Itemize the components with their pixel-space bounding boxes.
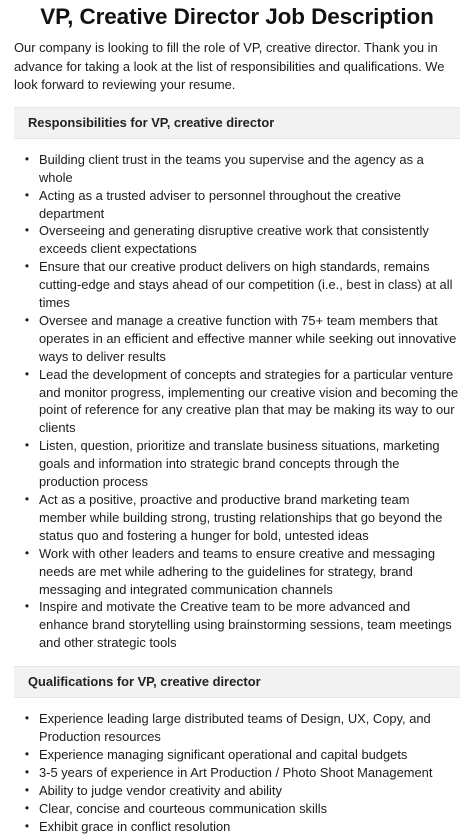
list-item-text: Ability to judge vendor creativity and ability — [39, 782, 282, 798]
responsibilities-list — [14, 151, 460, 652]
list-item — [14, 764, 460, 782]
qualifications-list — [14, 710, 460, 835]
list-item — [14, 491, 460, 545]
bullet-icon: • — [24, 746, 30, 761]
list-item — [14, 598, 460, 652]
bullet-icon: • — [24, 366, 30, 381]
list-item-text: Inspire and motivate the Creative team to be more advanced and enhance brand storytelling using brainstorming sessions, team meetings and other strategic tools — [39, 599, 452, 651]
bullet-icon: • — [24, 259, 30, 274]
list-item — [14, 312, 460, 366]
list-item-text: Clear, concise and courteous communication skills — [39, 800, 328, 816]
page-title: VP, Creative Director Job Description — [40, 4, 434, 29]
bullet-icon: • — [24, 151, 30, 166]
list-item — [14, 437, 460, 491]
list-item-text: Listen, question, prioritize and translate business situations, marketing goals and information into strategic brand concepts through the production process — [39, 438, 440, 490]
list-item — [14, 151, 460, 187]
bullet-icon: • — [24, 492, 30, 506]
list-item — [14, 710, 460, 746]
list-item-text: Work with other leaders and teams to ensure creative and messaging needs are met while adhering to the guidelines for strategy, brand messaging and integrated communication channels — [39, 545, 435, 597]
list-item — [14, 818, 460, 836]
bullet-icon: • — [24, 800, 30, 815]
list-item-text: Exhibit grace in conflict resolution — [39, 818, 231, 834]
list-item-text: Ensure that our creative product delivers on high standards, remains cutting-edge and stays ahead of our competition (i.e., best in class) at all times — [39, 259, 453, 311]
list-item — [14, 800, 460, 818]
bullet-icon: • — [24, 711, 30, 726]
list-item — [14, 222, 460, 258]
list-item — [14, 782, 460, 800]
bullet-icon: • — [24, 187, 30, 202]
bullet-icon: • — [24, 764, 30, 779]
list-item-text: 3-5 years of experience in Art Production / Photo Shoot Management — [39, 764, 433, 780]
responsibilities-heading: Responsibilities for VP, creative director — [14, 107, 460, 139]
list-item — [14, 746, 460, 764]
list-item-text: Act as a positive, proactive and productive brand marketing team member while building strong, trusting relationships that go beyond the status quo and fostering a hunger for bold, untested ideas — [39, 492, 443, 543]
list-item — [14, 366, 460, 438]
list-item — [14, 545, 460, 599]
list-item-text: Lead the development of concepts and strategies for a particular venture and monitor progress, implementing our creative vision and becoming the point of reference for any creative plan that may be making its way to our clients — [39, 366, 459, 436]
list-item-text: Experience managing significant operational and capital budgets — [39, 746, 408, 762]
list-item-text: Overseeing and generating disruptive creative work that consistently exceeds client expectations — [39, 223, 429, 257]
list-item-text: Oversee and manage a creative function with 75+ team members that operates in an efficient and effective manner while seeking out innovative ways to deliver results — [39, 312, 457, 364]
bullet-icon: • — [24, 223, 30, 238]
bullet-icon: • — [24, 312, 30, 327]
qualifications-heading: Qualifications for VP, creative director — [14, 666, 460, 698]
bullet-icon: • — [24, 599, 30, 614]
list-item-text: Experience leading large distributed teams of Design, UX, Copy, and Production resources — [39, 711, 431, 745]
list-item-text: Acting as a trusted adviser to personnel throughout the creative department — [39, 187, 401, 221]
list-item-text: Building client trust in the teams you supervise and the agency as a whole — [39, 151, 424, 185]
bullet-icon: • — [24, 545, 30, 560]
bullet-icon: • — [24, 782, 30, 797]
intro-paragraph: Our company is looking to fill the role of VP, creative director. Thank you in advance for taking a look at the list of responsibilities and qualifications. We look forward to reviewing your resume. — [14, 40, 445, 93]
bullet-icon: • — [24, 818, 30, 833]
bullet-icon: • — [24, 438, 30, 453]
list-item — [14, 258, 460, 312]
list-item — [14, 187, 460, 223]
